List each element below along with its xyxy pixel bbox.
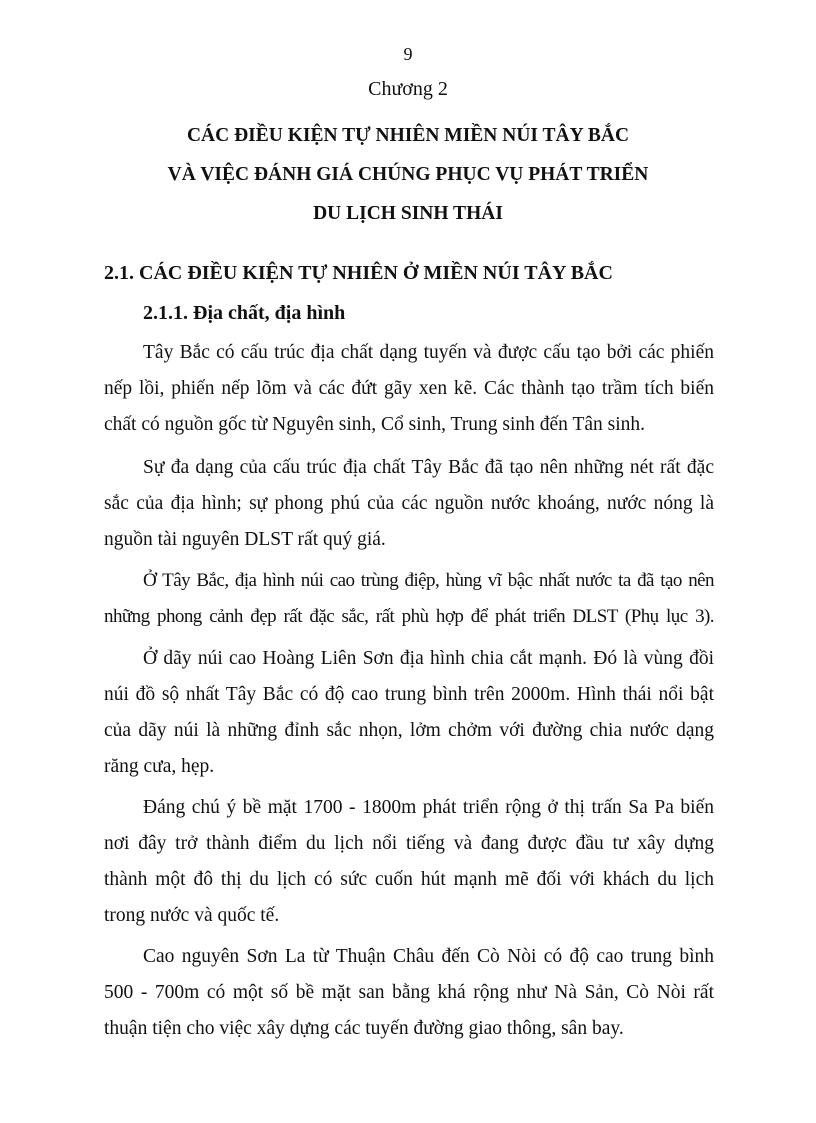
text-line: răng cưa, hẹp.	[104, 756, 215, 777]
text-line: Sự đa dạng của cấu trúc địa chất Tây Bắc đã tạo nên những nét rất đặc	[143, 457, 714, 478]
chapter-title	[0, 116, 816, 233]
chapter-label: Chương 2	[368, 78, 448, 100]
section-heading: 2.1. CÁC ĐIỀU KIỆN TỰ NHIÊN Ở MIỀN NÚI TÂY BẮC	[104, 262, 613, 284]
text-line: nguồn tài nguyên DLST rất quý giá.	[104, 529, 386, 550]
text-line: thuận tiện cho việc xây dựng các tuyến đường giao thông, sân bay.	[104, 1018, 624, 1039]
page-number: 9	[403, 44, 413, 64]
text-line: Ở Tây Bắc, địa hình núi cao trùng điệp, hùng vĩ bậc nhất nước ta đã tạo nên	[143, 570, 714, 591]
text-line: thành một đô thị du lịch có sức cuốn hút mạnh mẽ đối với khách du lịch	[104, 869, 714, 890]
text-line: nơi đây trở thành điểm du lịch nổi tiếng và đang được đầu tư xây dựng	[104, 833, 714, 854]
text-line: 500 - 700m có một số bề mặt san bằng khá rộng như Nà Sản, Cò Nòi rất	[104, 982, 714, 1003]
text-line: của dãy núi là những đỉnh sắc nhọn, lởm chởm với đường chia nước dạng	[104, 720, 714, 741]
text-line: trong nước và quốc tế.	[104, 905, 280, 926]
text-line: Ở dãy núi cao Hoàng Liên Sơn địa hình chia cắt mạnh. Đó là vùng đồi	[143, 648, 714, 669]
text-line: núi đồ sộ nhất Tây Bắc có độ cao trung bình trên 2000m. Hình thái nổi bật	[104, 684, 714, 705]
text-line: chất có nguồn gốc từ Nguyên sinh, Cổ sinh, Trung sinh đến Tân sinh.	[104, 414, 646, 435]
subsection-heading: 2.1.1. Địa chất, địa hình	[143, 302, 346, 324]
text-line: Đáng chú ý bề mặt 1700 - 1800m phát triển rộng ở thị trấn Sa Pa biến	[143, 797, 714, 818]
text-line: nếp lồi, phiến nếp lõm và các đứt gãy xen kẽ. Các thành tạo trầm tích biến	[104, 378, 714, 399]
text-line: Tây Bắc có cấu trúc địa chất dạng tuyến và được cấu tạo bởi các phiến	[143, 342, 714, 363]
text-line: sắc của địa hình; sự phong phú của các nguồn nước khoáng, nước nóng là	[104, 493, 714, 514]
chapter-title-line: DU LỊCH SINH THÁI	[313, 203, 503, 224]
chapter-title-line: CÁC ĐIỀU KIỆN TỰ NHIÊN MIỀN NÚI TÂY BẮC	[186, 125, 630, 146]
chapter-title-line: VÀ VIỆC ĐÁNH GIÁ CHÚNG PHỤC VỤ PHÁT TRIỂN	[167, 164, 649, 185]
text-line: Cao nguyên Sơn La từ Thuận Châu đến Cò Nòi có độ cao trung bình	[143, 946, 714, 967]
text-line: những phong cảnh đẹp rất đặc sắc, rất phù hợp để phát triển DLST (Phụ lục 3).	[104, 606, 714, 627]
